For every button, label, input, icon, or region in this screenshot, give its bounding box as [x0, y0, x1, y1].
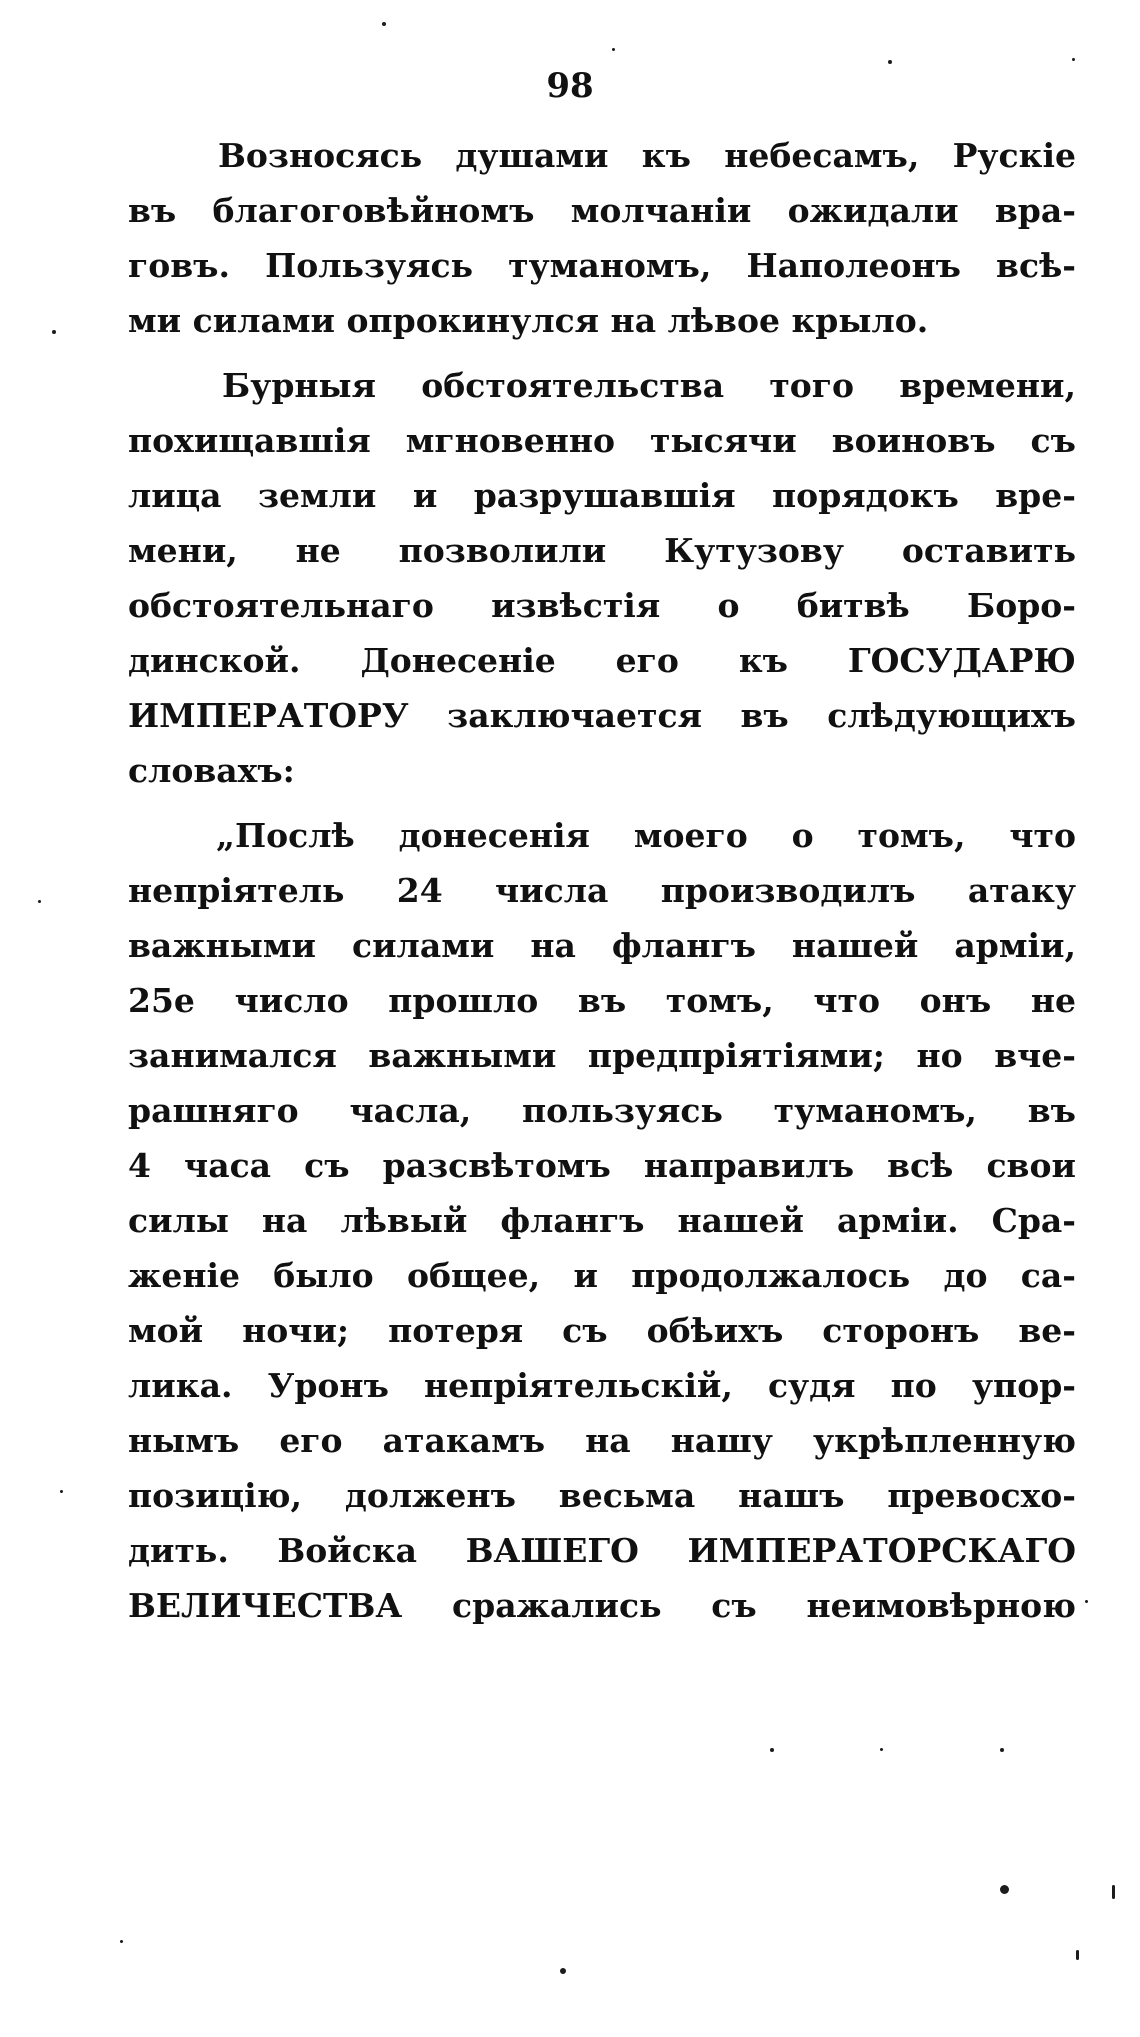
text-line: Возносясь душами къ небесамъ, Рускіе: [218, 136, 1076, 175]
text-line: похищавшія мгновенно тысячи воиновъ съ: [128, 421, 1076, 460]
paragraph: [128, 808, 1076, 1633]
text-line: мени, не позволили Кутузову оставить: [128, 531, 1076, 570]
text-line: лика. Уронъ непріятельскій, судя по упор-: [128, 1366, 1076, 1405]
scan-speck: [560, 1968, 566, 1974]
scan-speck: [60, 1490, 63, 1493]
scan-speck: [382, 22, 386, 26]
text-line: рашняго часла, пользуясь туманомъ, въ: [128, 1091, 1076, 1130]
text-line: 4 часа съ разсвѣтомъ направилъ всѣ свои: [128, 1146, 1076, 1185]
text-line: мой ночи; потеря съ обѣихъ сторонъ ве-: [128, 1311, 1076, 1350]
text-line: ВЕЛИЧЕСТВА сражались съ неимовѣрною: [128, 1586, 1076, 1625]
scan-speck: [120, 1940, 123, 1943]
text-line: ми силами опрокинулся на лѣвое крыло.: [128, 301, 929, 340]
scan-speck: [38, 900, 41, 903]
scan-speck: [880, 1748, 883, 1751]
text-line: нымъ его атакамъ на нашу укрѣпленную: [128, 1421, 1076, 1460]
text-line: дить. Войска ВАШЕГО ИМПЕРАТОРСКАГО: [128, 1531, 1076, 1570]
body-text: [128, 128, 1076, 1633]
scan-speck: [1085, 1600, 1088, 1603]
scan-speck: [52, 330, 56, 334]
text-line: говъ. Пользуясь туманомъ, Наполеонъ всѣ-: [128, 246, 1076, 285]
text-line: ИМПЕРАТОРУ заключается въ слѣдующихъ: [128, 696, 1076, 735]
scan-speck: [1000, 1748, 1004, 1752]
text-line: непріятель 24 числа производилъ атаку: [128, 871, 1076, 910]
text-line: занимался важными предпріятіями; но вче-: [128, 1036, 1076, 1075]
scan-speck: [1076, 1950, 1079, 1960]
text-line: въ благоговѣйномъ молчаніи ожидали вра-: [128, 191, 1076, 230]
text-line: 25е число прошло въ томъ, что онъ не: [128, 981, 1076, 1020]
scan-speck: [888, 60, 892, 64]
page-number: 98: [546, 66, 594, 106]
scan-speck: [770, 1748, 774, 1752]
text-line: обстоятельнаго извѣстія о битвѣ Боро-: [128, 586, 1076, 625]
text-line: важными силами на флангъ нашей арміи,: [128, 926, 1076, 965]
scan-speck: [1072, 58, 1075, 61]
scan-speck: [612, 48, 615, 51]
paragraph: [128, 358, 1076, 798]
scan-speck: [1000, 1885, 1009, 1894]
text-line: силы на лѣвый флангъ нашей арміи. Сра-: [128, 1201, 1076, 1240]
scan-speck: [1112, 1885, 1115, 1899]
text-line: динской. Донесеніе его къ ГОСУДАРЮ: [128, 641, 1076, 680]
text-line: „Послѣ донесенія моего о томъ, что: [216, 816, 1076, 855]
text-line: позицію, долженъ весьма нашъ превосхо-: [128, 1476, 1076, 1515]
text-line: словахъ:: [128, 751, 295, 790]
text-line: женіе было общее, и продолжалось до са-: [128, 1256, 1076, 1295]
text-line: Бурныя обстоятельства того времени,: [222, 366, 1076, 405]
paragraph: [128, 128, 1076, 348]
text-line: лица земли и разрушавшія порядокъ вре-: [128, 476, 1076, 515]
